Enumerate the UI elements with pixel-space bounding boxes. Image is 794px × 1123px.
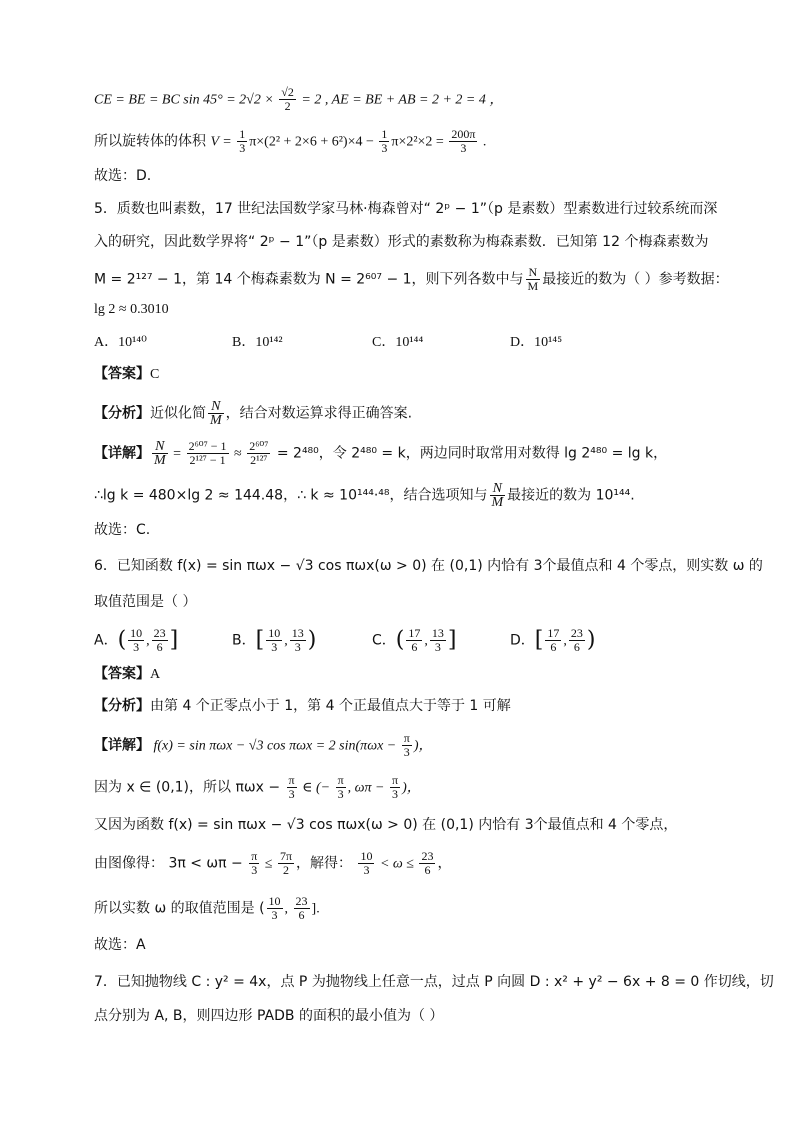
q4-choice: 故选：D. [94, 168, 152, 184]
q6-stem-line1: 6．已知函数 f(x) = sin πωx − √3 cos πωx(ω > 0) 在 (0,1) 内恰有 3个最值点和 4 个零点，则实数 ω 的 [94, 558, 763, 574]
q7-stem-line2: 点分别为 A, B，则四边形 PADB 的面积的最小值为（ ） [94, 1008, 444, 1024]
q5-stem-line3: M = 2¹²⁷ − 1，第 14 个梅森素数为 N = 2⁶⁰⁷ − 1，则下列各数中与 $\frac{N}{M}$ 最接近的数为（ ）参考数据： [94, 265, 729, 293]
q5-detail-line2: ∴lg k = 480×lg 2 ≈ 144.48，∴ k ≈ 10¹⁴⁴·⁴⁸，结合选项知与 $\frac{N}{M}$ 最接近的数为 10¹⁴⁴. [94, 481, 635, 510]
q6-detail-line2: 因为 x ∈ (0,1)，所以 πωx − $\frac{\pi}{3}$ ∈ (− $\frac{\pi}{3}$ , ωπ − $\frac{\pi}{3}$ )， [94, 773, 421, 801]
q6-answer: 【答案】A [94, 666, 161, 682]
q5-choice: 故选：C. [94, 522, 151, 538]
fraction: $\frac{200\pi}{3}$ [451, 127, 476, 155]
q6-stem-line2: 取值范围是（ ） [94, 594, 197, 610]
q6-option-c: C．( $\frac{17}{6}$ , $\frac{13}{3}$ ] [372, 626, 457, 654]
q7-stem-line1: 7．已知抛物线 C : y² = 4x，点 P 为抛物线上任意一点，过点 P 向圆 D : x² + y² − 6x + 8 = 0 作切线，切 [94, 974, 774, 990]
q5-reference-data: lg 2 ≈ 0.3010 [94, 302, 169, 317]
fraction: $\frac{N}{M}$ [491, 481, 504, 510]
q4-volume-calc-line1: CE = BE = BC sin 45° = 2√2 × $\frac{√2}{2}$ = 2 , AE = BE + AB = 2 + 2 = 4 ， [94, 85, 504, 113]
q5-answer: 【答案】C [94, 366, 160, 382]
q6-detail-line3: 又因为函数 f(x) = sin πωx − √3 cos πωx(ω > 0) 在 (0,1) 内恰有 3个最值点和 4 个零点， [94, 817, 678, 833]
q4-volume-calc-line2: 所以旋转体的体积 V = $\frac{1}{3}$ π×(2² + 2×6 + 6²)×4 − $\frac{1}{3}$ π×2²×2 = $\frac{200\pi}{3}$ . [94, 127, 487, 155]
fraction: $\frac{N}{M}$ [154, 439, 166, 468]
q5-option-a: A．10¹⁴⁰ [94, 335, 147, 350]
fraction: $\frac{\text{2⁶⁰⁷}}{\text{2¹²⁷}}$ [249, 439, 269, 467]
q5-stem-line2: 入的研究，因此数学界将“ 2ᵖ − 1”（p 是素数）形式的素数称为梅森素数．已知第 12 个梅森素数为 [94, 234, 709, 250]
fraction: $\frac{√2}{2}$ [281, 85, 294, 113]
q6-option-a: A．( $\frac{10}{3}$ , $\frac{23}{6}$ ] [94, 626, 179, 654]
fraction: $\frac{1}{3}$ [239, 127, 246, 155]
q5-option-b: B．10¹⁴² [232, 335, 283, 350]
q5-detail-line1: 【详解】 $\frac{N}{M}$ = $\frac{\text{2⁶⁰⁷ − 1}}{\text{2¹²⁷ − 1}}$ ≈ $\frac{\text{2⁶⁰⁷}}{\text{2¹²⁷}}$ = 2⁴⁸⁰，令 2⁴⁸⁰ = k，两边同时取常用对数得 lg 2⁴⁸⁰ = lg k， [94, 439, 668, 468]
q5-stem-line1: 5．质数也叫素数，17 世纪法国数学家马林·梅森曾对“ 2ᵖ − 1”（p 是素数）型素数进行过较系统而深 [94, 201, 718, 217]
fraction: $\frac{N}{M}$ [210, 399, 222, 428]
q6-choice: 故选：A [94, 937, 146, 953]
fraction: $\frac{1}{3}$ [381, 127, 388, 155]
q6-analysis: 【分析】由第 4 个正零点小于 1，第 4 个正最值点大于等于 1 可解 [94, 698, 511, 714]
fraction: $\frac{N}{M}$ [527, 265, 539, 293]
q6-detail-line4: 由图像得： 3π < ωπ − $\frac{\pi}{3}$ ≤ $\frac{7\pi}{2}$ ，解得： $\frac{10}{3}$ < ω ≤ $\frac{23}{6}$ ， [94, 849, 452, 877]
q5-option-d: D．10¹⁴⁵ [510, 335, 563, 350]
q6-option-d: D．[ $\frac{17}{6}$ , $\frac{23}{6}$ ) [510, 626, 596, 654]
q5-analysis: 【分析】近似化简 $\frac{N}{M}$ ，结合对数运算求得正确答案. [94, 399, 413, 428]
q6-detail-line1: 【详解】 f(x) = sin πωx − √3 cos πωx = 2 sin(πωx − $\frac{\pi}{3}$ )， [94, 731, 433, 759]
q6-detail-line5: 所以实数 ω 的取值范围是 ( $\frac{10}{3}$ , $\frac{23}{6}$ ]. [94, 894, 320, 922]
q6-option-b: B．[ $\frac{10}{3}$ , $\frac{13}{3}$ ) [232, 626, 317, 654]
fraction: $\frac{\text{2⁶⁰⁷ − 1}}{\text{2¹²⁷ − 1}}$ [188, 439, 227, 467]
q5-option-c: C．10¹⁴⁴ [372, 335, 424, 350]
